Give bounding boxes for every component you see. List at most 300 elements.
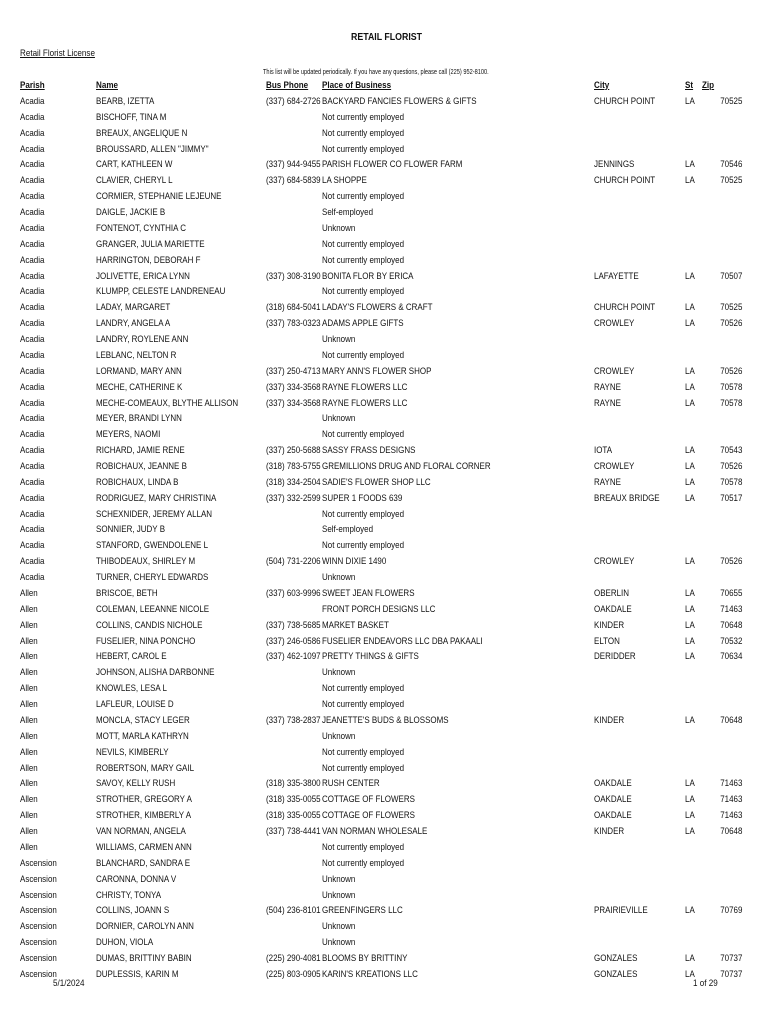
cell-city: CROWLEY <box>594 318 635 330</box>
cell-parish: Acadia <box>20 445 45 457</box>
cell-place: Not currently employed <box>322 191 405 203</box>
cell-city: CHURCH POINT <box>594 96 656 107</box>
column-header-phone: Bus Phone <box>266 80 309 91</box>
cell-name: THIBODEAUX, SHIRLEY M <box>96 556 196 568</box>
cell-place: Unknown <box>322 413 356 425</box>
cell-name: LAFLEUR, LOUISE D <box>96 699 174 711</box>
table-row <box>0 398 770 414</box>
cell-phone: (337) 684-2726 <box>266 96 321 107</box>
cell-place: GREMILLIONS DRUG AND FLORAL CORNER <box>322 461 491 472</box>
table-row <box>0 191 770 207</box>
cell-phone: (337) 246-0586 <box>266 635 321 647</box>
table-row <box>0 175 770 191</box>
table-row <box>0 636 770 652</box>
cell-zip: 70517 <box>719 492 742 504</box>
cell-name: MOTT, MARLA KATHRYN <box>96 730 189 742</box>
cell-parish: Acadia <box>20 159 45 171</box>
cell-parish: Acadia <box>20 572 45 584</box>
table-row <box>0 207 770 223</box>
cell-parish: Acadia <box>20 334 45 346</box>
cell-zip: 70648 <box>719 714 742 726</box>
cell-city: OBERLIN <box>594 587 630 599</box>
cell-parish: Acadia <box>20 349 45 361</box>
table-row <box>0 826 770 842</box>
cell-phone: (337) 332-2599 <box>266 492 321 504</box>
cell-city: CROWLEY <box>594 365 635 377</box>
cell-zip: 71463 <box>719 810 742 822</box>
cell-place: Not currently employed <box>322 746 405 758</box>
cell-place: FRONT PORCH DESIGNS LLC <box>322 603 436 615</box>
cell-name: STANFORD, GWENDOLENE L <box>96 540 209 552</box>
cell-parish: Acadia <box>20 429 45 441</box>
cell-city: ELTON <box>594 635 620 647</box>
cell-name: ROBICHAUX, JEANNE B <box>96 461 187 472</box>
cell-name: MECHE, CATHERINE K <box>96 381 183 393</box>
cell-place: SWEET JEAN FLOWERS <box>322 587 415 599</box>
cell-zip: 70655 <box>719 587 742 599</box>
table-row <box>0 905 770 921</box>
cell-name: BRISCOE, BETH <box>96 587 158 599</box>
cell-name: GRANGER, JULIA MARIETTE <box>96 238 205 250</box>
cell-parish: Acadia <box>20 175 45 187</box>
cell-state: LA <box>685 270 695 282</box>
cell-zip: 70526 <box>719 318 742 330</box>
table-row <box>0 366 770 382</box>
cell-parish: Ascension <box>20 889 57 901</box>
cell-city: OAKDALE <box>594 810 632 822</box>
cell-parish: Allen <box>20 841 38 853</box>
document-subtitle: Retail Florist License <box>20 48 95 59</box>
cell-zip: 70578 <box>719 381 742 393</box>
table-row <box>0 461 770 477</box>
table-row <box>0 937 770 953</box>
cell-state: LA <box>685 96 695 107</box>
cell-name: LORMAND, MARY ANN <box>96 365 182 377</box>
cell-zip: 71463 <box>719 603 742 615</box>
cell-name: NEVILS, KIMBERLY <box>96 746 169 758</box>
page-number: 1 of 29 <box>693 978 718 989</box>
cell-name: KLUMPP, CELESTE LANDRENEAU <box>96 286 226 298</box>
table-row <box>0 890 770 906</box>
cell-zip: 71463 <box>719 778 742 790</box>
cell-parish: Ascension <box>20 857 57 869</box>
footer-date: 5/1/2024 <box>53 978 85 989</box>
cell-zip: 70578 <box>719 476 742 488</box>
cell-place: MARY ANN'S FLOWER SHOP <box>322 365 432 377</box>
table-row <box>0 223 770 239</box>
cell-name: SONNIER, JUDY B <box>96 524 166 536</box>
cell-parish: Acadia <box>20 270 45 282</box>
cell-phone: (337) 250-5688 <box>266 445 321 457</box>
cell-state: LA <box>685 302 695 314</box>
cell-city: DERIDDER <box>594 651 636 663</box>
cell-phone: (337) 308-3190 <box>266 270 321 282</box>
cell-name: JOLIVETTE, ERICA LYNN <box>96 270 190 282</box>
cell-name: CARONNA, DONNA V <box>96 873 177 885</box>
cell-state: LA <box>685 381 695 393</box>
cell-state: LA <box>685 778 695 790</box>
cell-state: LA <box>685 175 695 187</box>
cell-state: LA <box>685 794 695 806</box>
cell-name: HARRINGTON, DEBORAH F <box>96 254 201 266</box>
cell-name: TURNER, CHERYL EDWARDS <box>96 572 209 584</box>
cell-state: LA <box>685 603 695 615</box>
cell-phone: (225) 803-0905 <box>266 968 321 980</box>
cell-parish: Acadia <box>20 238 45 250</box>
column-header-name: Name <box>96 80 118 91</box>
cell-place: JEANETTE'S BUDS & BLOSSOMS <box>322 714 449 726</box>
cell-parish: Acadia <box>20 111 45 123</box>
cell-place: Not currently employed <box>322 857 405 869</box>
cell-place: LADAY'S FLOWERS & CRAFT <box>322 302 433 314</box>
table-row <box>0 239 770 255</box>
cell-parish: Allen <box>20 762 38 774</box>
cell-place: BACKYARD FANCIES FLOWERS & GIFTS <box>322 96 477 107</box>
cell-place: SASSY FRASS DESIGNS <box>322 445 416 457</box>
table-row <box>0 413 770 429</box>
table-row <box>0 540 770 556</box>
cell-city: KINDER <box>594 619 625 631</box>
cell-parish: Acadia <box>20 318 45 330</box>
cell-city: OAKDALE <box>594 778 632 790</box>
cell-name: ROBERTSON, MARY GAIL <box>96 762 195 774</box>
cell-parish: Ascension <box>20 873 57 885</box>
cell-parish: Allen <box>20 810 38 822</box>
table-row <box>0 747 770 763</box>
cell-parish: Allen <box>20 730 38 742</box>
cell-parish: Allen <box>20 651 38 663</box>
cell-place: Not currently employed <box>322 841 405 853</box>
cell-phone: (337) 334-3568 <box>266 397 321 409</box>
cell-city: CHURCH POINT <box>594 302 656 314</box>
table-row <box>0 445 770 461</box>
cell-place: Not currently employed <box>322 699 405 711</box>
cell-place: ADAMS APPLE GIFTS <box>322 318 404 330</box>
table-row <box>0 556 770 572</box>
cell-state: LA <box>685 587 695 599</box>
cell-zip: 70525 <box>719 96 742 107</box>
cell-parish: Acadia <box>20 222 45 234</box>
cell-name: ROBICHAUX, LINDA B <box>96 476 179 488</box>
table-row <box>0 159 770 175</box>
cell-state: LA <box>685 619 695 631</box>
table-row <box>0 96 770 112</box>
cell-city: OAKDALE <box>594 794 632 806</box>
cell-name: LANDRY, ROYLENE ANN <box>96 334 189 346</box>
cell-city: IOTA <box>594 445 613 457</box>
cell-name: DAIGLE, JACKIE B <box>96 207 166 219</box>
cell-parish: Acadia <box>20 492 45 504</box>
cell-city: RAYNE <box>594 476 621 488</box>
cell-phone: (337) 738-5685 <box>266 619 321 631</box>
cell-city: KINDER <box>594 826 625 838</box>
cell-place: COTTAGE OF FLOWERS <box>322 810 415 822</box>
cell-place: Not currently employed <box>322 286 405 298</box>
table-row <box>0 493 770 509</box>
cell-place: Unknown <box>322 889 356 901</box>
cell-state: LA <box>685 826 695 838</box>
cell-place: Unknown <box>322 572 356 584</box>
cell-city: RAYNE <box>594 397 621 409</box>
cell-zip: 70546 <box>719 159 742 171</box>
cell-place: Not currently employed <box>322 762 405 774</box>
update-note: This list will be updated periodically. If you have any questions, please call (225) 952-8100. <box>263 67 489 76</box>
table-row <box>0 144 770 160</box>
table-row <box>0 286 770 302</box>
cell-name: BREAUX, ANGELIQUE N <box>96 127 188 139</box>
cell-city: CHURCH POINT <box>594 175 656 187</box>
cell-parish: Acadia <box>20 302 45 314</box>
cell-state: LA <box>685 445 695 457</box>
table-row <box>0 524 770 540</box>
cell-place: Self-employed <box>322 524 374 536</box>
table-row <box>0 128 770 144</box>
cell-place: PRETTY THINGS & GIFTS <box>322 651 419 663</box>
cell-place: Unknown <box>322 873 356 885</box>
cell-phone: (337) 944-9455 <box>266 159 321 171</box>
cell-name: BLANCHARD, SANDRA E <box>96 857 191 869</box>
cell-name: COLEMAN, LEEANNE NICOLE <box>96 603 210 615</box>
cell-zip: 70526 <box>719 365 742 377</box>
cell-phone: (318) 335-3800 <box>266 778 321 790</box>
cell-name: SAVOY, KELLY RUSH <box>96 778 176 790</box>
cell-name: CORMIER, STEPHANIE LEJEUNE <box>96 191 222 203</box>
cell-place: MARKET BASKET <box>322 619 389 631</box>
cell-place: Not currently employed <box>322 238 405 250</box>
cell-phone: (504) 236-8101 <box>266 905 321 917</box>
table-row <box>0 858 770 874</box>
cell-parish: Allen <box>20 746 38 758</box>
cell-state: LA <box>685 476 695 488</box>
cell-name: FUSELIER, NINA PONCHO <box>96 635 196 647</box>
cell-phone: (337) 738-2837 <box>266 714 321 726</box>
cell-phone: (225) 290-4081 <box>266 952 321 964</box>
cell-phone: (337) 603-9996 <box>266 587 321 599</box>
cell-state: LA <box>685 556 695 568</box>
cell-state: LA <box>685 905 695 917</box>
cell-zip: 70737 <box>719 968 742 980</box>
cell-state: LA <box>685 159 695 171</box>
cell-state: LA <box>685 810 695 822</box>
table-row <box>0 350 770 366</box>
cell-place: Unknown <box>322 667 356 679</box>
cell-place: Unknown <box>322 334 356 346</box>
table-row <box>0 604 770 620</box>
table-row <box>0 620 770 636</box>
cell-parish: Acadia <box>20 413 45 425</box>
cell-phone: (337) 738-4441 <box>266 826 321 838</box>
cell-name: MEYER, BRANDI LYNN <box>96 413 182 425</box>
cell-parish: Allen <box>20 714 38 726</box>
table-row <box>0 572 770 588</box>
cell-place: KARIN'S KREATIONS LLC <box>322 968 418 980</box>
cell-city: OAKDALE <box>594 603 632 615</box>
cell-zip: 70525 <box>719 302 742 314</box>
table-row <box>0 255 770 271</box>
table-row <box>0 112 770 128</box>
table-row <box>0 731 770 747</box>
table-row <box>0 382 770 398</box>
cell-state: LA <box>685 635 695 647</box>
cell-state: LA <box>685 461 695 472</box>
cell-name: STROTHER, KIMBERLY A <box>96 810 192 822</box>
cell-name: CHRISTY, TONYA <box>96 889 162 901</box>
cell-phone: (337) 462-1097 <box>266 651 321 663</box>
cell-place: BLOOMS BY BRITTINY <box>322 952 408 964</box>
cell-place: RUSH CENTER <box>322 778 380 790</box>
cell-name: BEARB, IZETTA <box>96 96 155 107</box>
cell-name: LADAY, MARGARET <box>96 302 171 314</box>
cell-name: WILLIAMS, CARMEN ANN <box>96 841 192 853</box>
cell-phone: (337) 250-4713 <box>266 365 321 377</box>
column-header-city: City <box>594 80 610 91</box>
cell-zip: 70526 <box>719 461 742 472</box>
cell-zip: 70648 <box>719 826 742 838</box>
column-header-zip: Zip <box>702 80 715 91</box>
cell-phone: (318) 335-0055 <box>266 810 321 822</box>
cell-city: GONZALES <box>594 952 638 964</box>
cell-parish: Allen <box>20 667 38 679</box>
cell-zip: 70634 <box>719 651 742 663</box>
cell-state: LA <box>685 952 695 964</box>
cell-parish: Acadia <box>20 556 45 568</box>
cell-parish: Allen <box>20 603 38 615</box>
table-row <box>0 683 770 699</box>
cell-name: RODRIGUEZ, MARY CHRISTINA <box>96 492 217 504</box>
cell-city: KINDER <box>594 714 625 726</box>
cell-zip: 70648 <box>719 619 742 631</box>
cell-place: LA SHOPPE <box>322 175 367 187</box>
table-row <box>0 763 770 779</box>
cell-zip: 70737 <box>719 952 742 964</box>
cell-place: WINN DIXIE 1490 <box>322 556 387 568</box>
cell-parish: Acadia <box>20 461 45 472</box>
cell-state: LA <box>685 968 695 980</box>
cell-city: GONZALES <box>594 968 638 980</box>
cell-parish: Acadia <box>20 381 45 393</box>
cell-place: Not currently employed <box>322 254 405 266</box>
cell-name: DUHON, VIOLA <box>96 937 154 949</box>
cell-zip: 70532 <box>719 635 742 647</box>
cell-state: LA <box>685 651 695 663</box>
table-row <box>0 794 770 810</box>
cell-parish: Acadia <box>20 508 45 520</box>
cell-name: VAN NORMAN, ANGELA <box>96 826 186 838</box>
table-row <box>0 588 770 604</box>
column-header-st: St <box>685 80 694 91</box>
cell-place: Self-employed <box>322 207 374 219</box>
cell-phone: (318) 684-5041 <box>266 302 321 314</box>
cell-place: VAN NORMAN WHOLESALE <box>322 826 428 838</box>
cell-phone: (504) 731-2206 <box>266 556 321 568</box>
table-row <box>0 334 770 350</box>
table-row <box>0 699 770 715</box>
cell-state: LA <box>685 492 695 504</box>
cell-place: Not currently employed <box>322 111 405 123</box>
cell-phone: (318) 783-5755 <box>266 461 321 472</box>
cell-name: COLLINS, CANDIS NICHOLE <box>96 619 203 631</box>
table-row <box>0 477 770 493</box>
cell-state: LA <box>685 714 695 726</box>
cell-parish: Acadia <box>20 397 45 409</box>
cell-place: Unknown <box>322 937 356 949</box>
cell-zip: 71463 <box>719 794 742 806</box>
cell-city: BREAUX BRIDGE <box>594 492 660 504</box>
cell-parish: Ascension <box>20 952 57 964</box>
cell-name: FONTENOT, CYNTHIA C <box>96 222 187 234</box>
cell-parish: Acadia <box>20 127 45 139</box>
cell-parish: Allen <box>20 794 38 806</box>
cell-parish: Allen <box>20 683 38 695</box>
cell-zip: 70578 <box>719 397 742 409</box>
cell-parish: Acadia <box>20 254 45 266</box>
cell-place: Not currently employed <box>322 540 405 552</box>
cell-name: BROUSSARD, ALLEN "JIMMY" <box>96 143 209 155</box>
cell-name: HEBERT, CAROL E <box>96 651 167 663</box>
cell-city: CROWLEY <box>594 461 635 472</box>
cell-parish: Acadia <box>20 365 45 377</box>
cell-parish: Ascension <box>20 921 57 933</box>
cell-name: KNOWLES, LESA L <box>96 683 167 695</box>
cell-place: GREENFINGERS LLC <box>322 905 403 917</box>
cell-name: MEYERS, NAOMI <box>96 429 161 441</box>
table-row <box>0 921 770 937</box>
cell-parish: Acadia <box>20 476 45 488</box>
table-row <box>0 651 770 667</box>
cell-zip: 70525 <box>719 175 742 187</box>
cell-zip: 70526 <box>719 556 742 568</box>
cell-name: DORNIER, CAROLYN ANN <box>96 921 194 933</box>
cell-parish: Acadia <box>20 286 45 298</box>
cell-phone: (337) 783-0323 <box>266 318 321 330</box>
cell-state: LA <box>685 397 695 409</box>
cell-place: SUPER 1 FOODS 639 <box>322 492 403 504</box>
cell-parish: Allen <box>20 778 38 790</box>
cell-name: LANDRY, ANGELA A <box>96 318 171 330</box>
cell-parish: Acadia <box>20 540 45 552</box>
table-row <box>0 667 770 683</box>
cell-phone: (318) 334-2504 <box>266 476 321 488</box>
cell-place: Unknown <box>322 921 356 933</box>
cell-parish: Ascension <box>20 968 57 980</box>
table-row <box>0 302 770 318</box>
cell-name: MECHE-COMEAUX, BLYTHE ALLISON <box>96 397 239 409</box>
cell-place: Unknown <box>322 222 356 234</box>
cell-name: SCHEXNIDER, JEREMY ALLAN <box>96 508 213 520</box>
cell-parish: Allen <box>20 826 38 838</box>
cell-name: MONCLA, STACY LEGER <box>96 714 190 726</box>
cell-phone: (337) 684-5839 <box>266 175 321 187</box>
table-row <box>0 810 770 826</box>
cell-place: Not currently employed <box>322 508 405 520</box>
cell-place: Not currently employed <box>322 143 405 155</box>
cell-name: CLAVIER, CHERYL L <box>96 175 173 187</box>
column-header-parish: Parish <box>20 80 45 91</box>
cell-name: JOHNSON, ALISHA DARBONNE <box>96 667 215 679</box>
cell-parish: Acadia <box>20 191 45 203</box>
cell-parish: Allen <box>20 619 38 631</box>
cell-parish: Ascension <box>20 905 57 917</box>
table-row <box>0 953 770 969</box>
cell-name: DUMAS, BRITTINY BABIN <box>96 952 192 964</box>
cell-place: Not currently employed <box>322 429 405 441</box>
cell-place: BONITA FLOR BY ERICA <box>322 270 414 282</box>
cell-parish: Acadia <box>20 96 45 107</box>
cell-city: CROWLEY <box>594 556 635 568</box>
cell-name: STROTHER, GREGORY A <box>96 794 192 806</box>
cell-city: RAYNE <box>594 381 621 393</box>
table-row <box>0 874 770 890</box>
